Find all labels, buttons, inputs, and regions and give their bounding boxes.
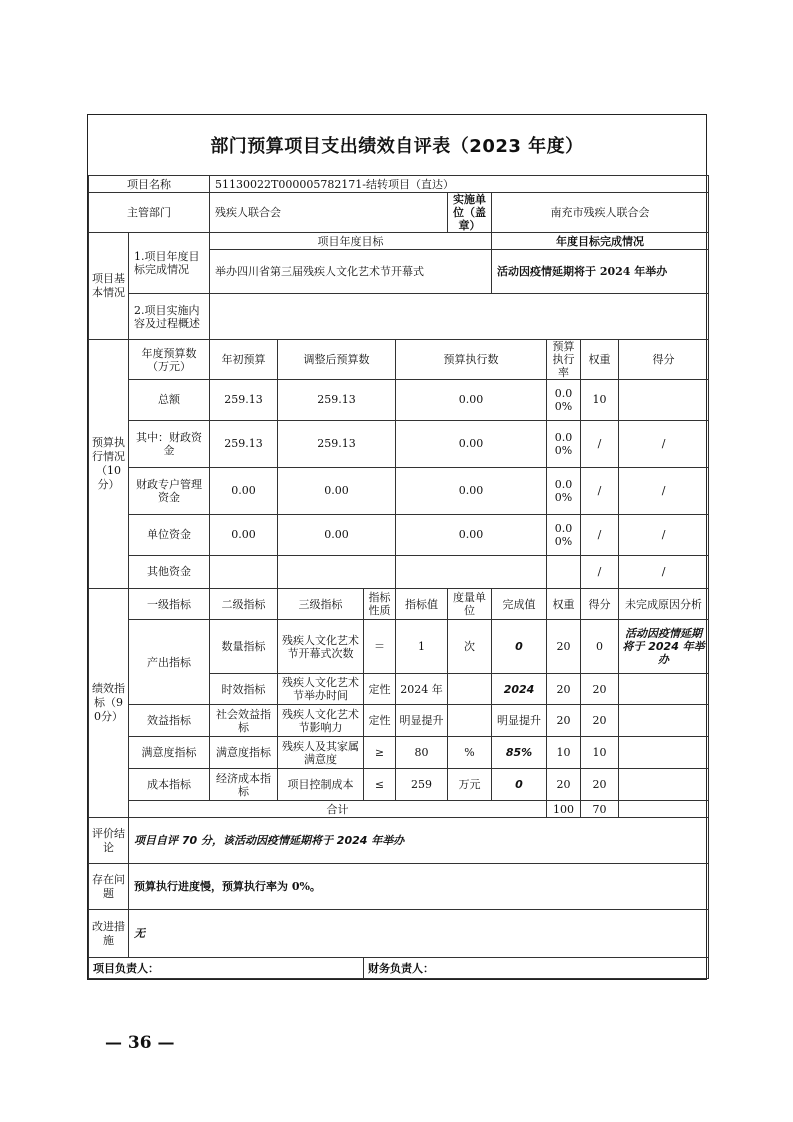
indicator-weight: 20 — [547, 674, 581, 705]
indicator-value: 80 — [396, 737, 448, 769]
dept-value: 残疾人联合会 — [210, 193, 448, 233]
perf-header-done: 完成值 — [492, 589, 547, 620]
budget-row — [89, 380, 709, 421]
indicator-level2: 社会效益指标 — [210, 705, 278, 737]
indicator-reason — [619, 674, 709, 705]
performance-section-label: 绩效指标（90分） — [89, 589, 129, 818]
completion-header: 年度目标完成情况 — [492, 233, 709, 250]
indicator-row — [89, 705, 709, 737]
indicator-level3: 项目控制成本 — [278, 769, 364, 801]
budget-row-label: 其中：财政资金 — [129, 420, 210, 467]
perf-header-level2: 二级指标 — [210, 589, 278, 620]
indicator-done: 0 — [492, 620, 547, 674]
indicator-reason: 活动因疫情延期将于 2024 年举办 — [619, 620, 709, 674]
indicator-nature: ≤ — [364, 769, 396, 801]
indicator-value: 2024 年 — [396, 674, 448, 705]
budget-row-adjusted: 259.13 — [278, 380, 396, 421]
budget-row-rate: 0.00% — [547, 380, 581, 421]
indicator-done: 2024 — [492, 674, 547, 705]
problems-label: 存在问题 — [89, 864, 129, 910]
indicator-score: 0 — [581, 620, 619, 674]
page-number: — 36 — — [105, 1033, 175, 1053]
budget-row — [89, 467, 709, 514]
perf-header-level1: 一级指标 — [129, 589, 210, 620]
form-title: 部门预算项目支出绩效自评表（2023 年度） — [210, 136, 584, 157]
indicator-weight: 10 — [547, 737, 581, 769]
budget-row-label: 单位资金 — [129, 514, 210, 555]
budget-row-label: 总额 — [129, 380, 210, 421]
indicator-level1: 满意度指标 — [129, 737, 210, 769]
basic-section-label: 项目基本情况 — [89, 233, 129, 340]
conclusion-label: 评价结论 — [89, 818, 129, 864]
indicator-nature: 定性 — [364, 705, 396, 737]
indicator-score: 20 — [581, 674, 619, 705]
project-name-label: 项目名称 — [89, 176, 210, 193]
indicator-value: 1 — [396, 620, 448, 674]
process-row-label: 2.项目实施内容及过程概述 — [129, 294, 210, 340]
indicator-unit: 万元 — [448, 769, 492, 801]
indicator-value: 259 — [396, 769, 448, 801]
indicator-level3: 残疾人文化艺术节影响力 — [278, 705, 364, 737]
budget-row — [89, 420, 709, 467]
indicator-value: 明显提升 — [396, 705, 448, 737]
budget-row-adjusted: 0.00 — [278, 467, 396, 514]
total-reason — [619, 801, 709, 818]
indicator-level2: 满意度指标 — [210, 737, 278, 769]
budget-row-label: 其他资金 — [129, 555, 210, 588]
budget-row-rate — [547, 555, 581, 588]
budget-row — [89, 555, 709, 588]
finance-lead-label: 财务负责人： — [364, 958, 709, 979]
budget-row-score: / — [619, 555, 709, 588]
budget-row-adjusted — [278, 555, 396, 588]
budget-row — [89, 514, 709, 555]
budget-row-weight: 10 — [581, 380, 619, 421]
indicator-done: 0 — [492, 769, 547, 801]
budget-header-executed: 预算执行数 — [396, 340, 547, 380]
project-lead-label: 项目负责人： — [89, 958, 364, 979]
indicator-unit: % — [448, 737, 492, 769]
budget-row-weight: / — [581, 467, 619, 514]
indicator-weight: 20 — [547, 620, 581, 674]
indicator-done: 明显提升 — [492, 705, 547, 737]
indicator-unit — [448, 705, 492, 737]
indicator-reason — [619, 737, 709, 769]
budget-row-executed: 0.00 — [396, 420, 547, 467]
budget-row-initial: 259.13 — [210, 420, 278, 467]
indicator-level2: 数量指标 — [210, 620, 278, 674]
budget-row-initial — [210, 555, 278, 588]
perf-header-level3: 三级指标 — [278, 589, 364, 620]
budget-row-adjusted: 0.00 — [278, 514, 396, 555]
indicator-score: 20 — [581, 705, 619, 737]
budget-row-initial: 259.13 — [210, 380, 278, 421]
budget-row-executed: 0.00 — [396, 467, 547, 514]
budget-row-executed — [396, 555, 547, 588]
budget-row-label: 财政专户管理资金 — [129, 467, 210, 514]
budget-row-score — [619, 380, 709, 421]
budget-row-score: / — [619, 420, 709, 467]
budget-row-initial: 0.00 — [210, 467, 278, 514]
budget-row-initial: 0.00 — [210, 514, 278, 555]
measures-value: 无 — [129, 910, 709, 958]
indicator-level3: 残疾人文化艺术节举办时间 — [278, 674, 364, 705]
indicator-nature: ＝ — [364, 620, 396, 674]
budget-row-score: / — [619, 514, 709, 555]
indicator-row — [89, 769, 709, 801]
indicator-score: 10 — [581, 737, 619, 769]
indicator-nature: 定性 — [364, 674, 396, 705]
goal-row-label: 1.项目年度目标完成情况 — [129, 233, 210, 294]
unit-value: 南充市残疾人联合会 — [492, 193, 709, 233]
total-label: 合计 — [129, 801, 547, 818]
budget-header-score: 得分 — [619, 340, 709, 380]
indicator-level2: 经济成本指标 — [210, 769, 278, 801]
indicator-level1: 成本指标 — [129, 769, 210, 801]
total-score: 70 — [581, 801, 619, 818]
project-name-value: 51130022T000005782171-结转项目（直达） — [210, 176, 709, 193]
indicator-level3: 残疾人及其家属满意度 — [278, 737, 364, 769]
perf-header-weight: 权重 — [547, 589, 581, 620]
unit-label: 实施单位（盖章） — [448, 193, 492, 233]
budget-row-weight: / — [581, 555, 619, 588]
indicator-nature: ≥ — [364, 737, 396, 769]
budget-row-weight: / — [581, 514, 619, 555]
output-indicator-label: 产出指标 — [129, 620, 210, 705]
indicator-level2: 时效指标 — [210, 674, 278, 705]
evaluation-table — [88, 175, 709, 979]
perf-header-reason: 未完成原因分析 — [619, 589, 709, 620]
perf-header-unit: 度量单位 — [448, 589, 492, 620]
perf-header-score: 得分 — [581, 589, 619, 620]
indicator-level1: 效益指标 — [129, 705, 210, 737]
indicator-reason — [619, 705, 709, 737]
budget-header-rate: 预算执行率 — [547, 340, 581, 380]
indicator-unit: 次 — [448, 620, 492, 674]
indicator-score: 20 — [581, 769, 619, 801]
budget-row-score: / — [619, 467, 709, 514]
indicator-unit — [448, 674, 492, 705]
process-value — [210, 294, 709, 340]
evaluation-form — [87, 114, 707, 980]
budget-row-rate: 0.00% — [547, 514, 581, 555]
total-weight: 100 — [547, 801, 581, 818]
dept-label: 主管部门 — [89, 193, 210, 233]
indicator-weight: 20 — [547, 769, 581, 801]
indicator-row — [89, 737, 709, 769]
budget-header-adjusted: 调整后预算数 — [278, 340, 396, 380]
total-row — [89, 801, 709, 818]
budget-row-weight: / — [581, 420, 619, 467]
conclusion-value: 项目自评 70 分，该活动因疫情延期将于 2024 年举办 — [129, 818, 709, 864]
budget-header-initial: 年初预算 — [210, 340, 278, 380]
budget-header-amount: 年度预算数（万元） — [129, 340, 210, 380]
budget-section-label: 预算执行情况（10分） — [89, 340, 129, 589]
budget-header-weight: 权重 — [581, 340, 619, 380]
completion-value: 活动因疫情延期将于 2024 年举办 — [492, 250, 709, 294]
budget-row-rate: 0.00% — [547, 467, 581, 514]
budget-row-executed: 0.00 — [396, 514, 547, 555]
measures-label: 改进措施 — [89, 910, 129, 958]
indicator-reason — [619, 769, 709, 801]
budget-row-executed: 0.00 — [396, 380, 547, 421]
indicator-row — [89, 620, 709, 674]
perf-header-nature: 指标性质 — [364, 589, 396, 620]
goal-header: 项目年度目标 — [210, 233, 492, 250]
budget-row-rate: 0.00% — [547, 420, 581, 467]
goal-value: 举办四川省第三届残疾人文化艺术节开幕式 — [210, 250, 492, 294]
indicator-level3: 残疾人文化艺术节开幕式次数 — [278, 620, 364, 674]
problems-value: 预算执行进度慢，预算执行率为 0%。 — [129, 864, 709, 910]
indicator-weight: 20 — [547, 705, 581, 737]
perf-header-value: 指标值 — [396, 589, 448, 620]
budget-row-adjusted: 259.13 — [278, 420, 396, 467]
indicator-done: 85% — [492, 737, 547, 769]
